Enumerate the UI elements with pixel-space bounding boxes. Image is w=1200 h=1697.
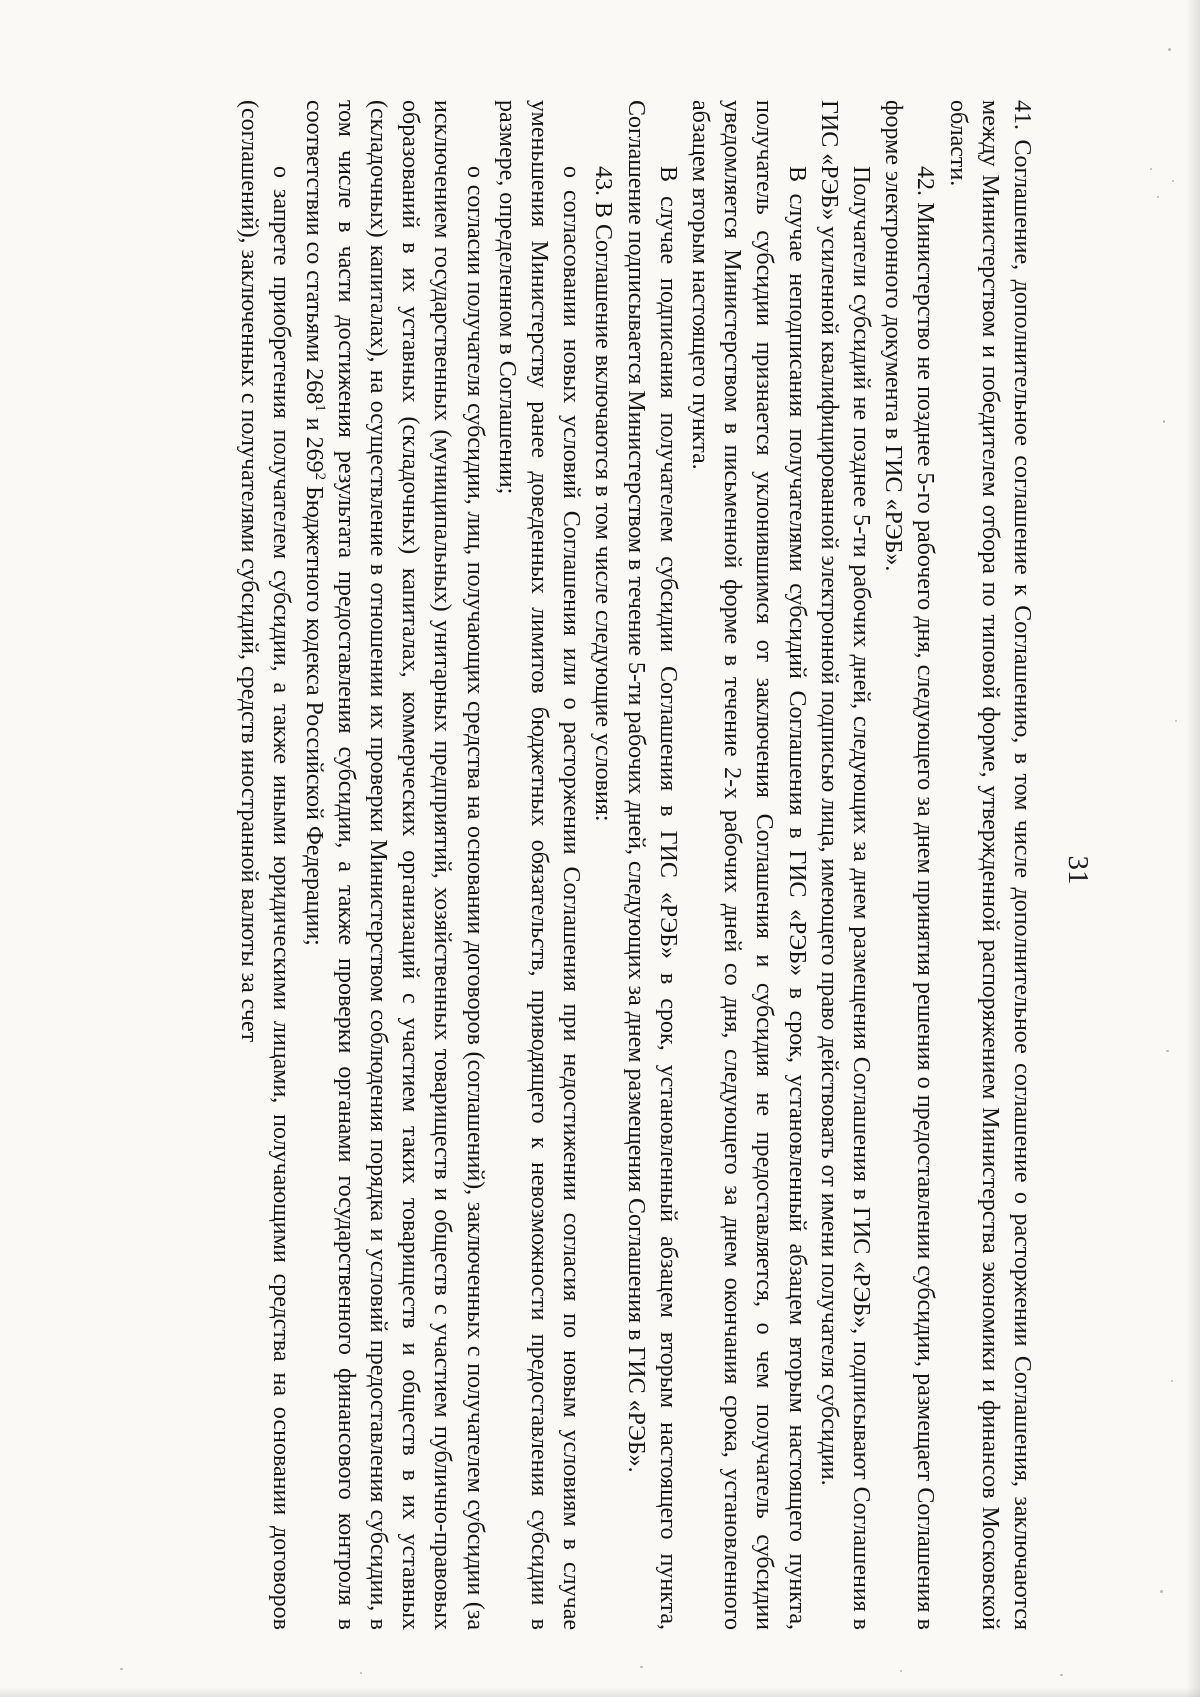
scan-speck [1175, 720, 1177, 722]
scan-speck [1168, 48, 1171, 51]
paragraph-43: 43. В Соглашение включаются в том числе следующие условия: [590, 166, 617, 822]
paragraph-41: 41. Соглашение, дополнительное соглашение к Соглашению, в том числе дополнительное соглашение о расторжении Соглашения, заключаются между Министерством и победителем отбора по типовой форме, утвержденной распоряжением Министерства экономики и финансов Московской области. [944, 100, 1035, 1630]
scan-speck [1163, 420, 1165, 423]
page-number: 31 [1062, 855, 1094, 885]
scan-speck [1160, 1590, 1163, 1593]
scan-speck [1172, 180, 1174, 182]
paragraph-42-nonsigning: В случае неподписания получателями субсидий Соглашения в ГИС «РЭБ» в срок, установленный абзацем вторым настоящего пункта, получатель субсидии признается уклонившимся от заключения Соглашения и субсидия не предоставляется, о чем получатель субсидии уведомляется Министерством в письменной форме в течение 2-х рабочих дней со дня, следующего за днем окончания срока, установленного абзацем вторым настоящего пункта. [686, 100, 810, 1630]
scan-speck [1157, 196, 1159, 198]
paragraph-43-new-conditions: о согласовании новых условий Соглашения или о расторжении Соглашения при недостижении согласия по новым условиям в случае уменьшения Министерству ранее доведенных лимитов бюджетных обязательств, приводящего к невозможности предоставления субсидии в размере, определенном в Соглашении; [493, 100, 585, 1630]
paragraph-43-currency-ban: о запрете приобретения получателем субсидии, а также иными юридическими лицами, получающими средства на основании договоров (соглашений), заключенных с получателями субсидий, средств иностранной валюты за счет [236, 100, 295, 1630]
scan-speck [1060, 1674, 1063, 1676]
paragraph-43-consent [297, 100, 490, 1630]
consent-text-before: о согласии получателя субсидии, лиц, получающих средства на основании договоров (соглашений), заключенных с получателем субсидии (за исключением государственных (муниципальных) унитарных предприятий, хозяйственных товариществ и обществ с участием публично-правовых образований в их уставных (складочных) капиталах, коммерческих организаций с участием таких товариществ и обществ в их уставных (складочных) капиталах), на осуществление в отношении их проверки Министерством соблюдения порядка и условий предоставления субсидии, в том числе в части достижения результата предоставления субсидии, а также проверки органами государственного финансового контроля в соответствии со статьями 268 [300, 100, 488, 1630]
rotated-text-block [100, 90, 1100, 1650]
article-superscript-1: 1 [311, 404, 328, 412]
scan-speck [120, 1668, 123, 1670]
scan-speck [1166, 1050, 1169, 1052]
document-body [233, 100, 1038, 1630]
paragraph-42-signing-success: В случае подписания получателем субсидии Соглашения в ГИС «РЭБ» в срок, установленный абзацем вторым настоящего пункта, Соглашение подписывается Министерством в течение 5-ти рабочих дней, следующих за днем размещения Соглашения в ГИС «РЭБ». [622, 100, 681, 1630]
consent-text-after: Бюджетного кодекса Российской Федерации; [300, 480, 327, 946]
page-edge-shadow-right [1186, 0, 1200, 1697]
page-edge-shadow-bottom [0, 1687, 1200, 1697]
scan-speck [900, 1670, 902, 1672]
consent-text-mid: и 269 [300, 411, 327, 473]
scan-speck [360, 1672, 362, 1674]
article-superscript-2: 2 [311, 472, 328, 481]
scan-speck [1171, 1380, 1173, 1382]
paragraph-42: 42. Министерство не позднее 5-го рабочего дня, следующего за днем принятия решения о предоставлении субсидии, размещает Соглашения в форме электронного документа в ГИС «РЭБ». [880, 100, 939, 1630]
scan-speck [640, 1666, 643, 1668]
scan-speck [1150, 168, 1152, 170]
paragraph-42-signing: Получатели субсидий не позднее 5-ти рабочих дней, следующих за днем размещения Соглашения в ГИС «РЭБ», подписывают Соглашения в ГИС «РЭБ» усиленной квалифицированной электронной подписью лица, имеющего право действовать от имени получателя субсидии. [815, 100, 874, 1630]
